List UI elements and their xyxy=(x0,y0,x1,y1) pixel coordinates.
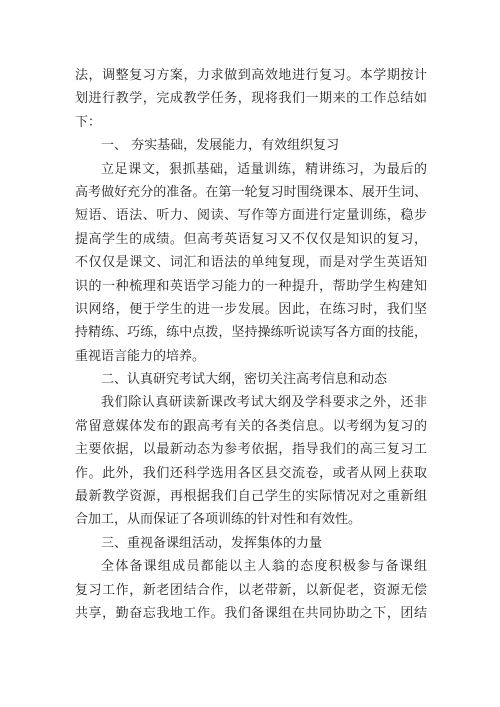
text-line: 法，调整复习方案，力求做到高效地进行复习。本学期按计 xyxy=(75,68,427,83)
document-body xyxy=(75,64,427,625)
intro-paragraph xyxy=(75,64,427,134)
text-line: 全体备课组成员都能以主人翁的态度积极参与备课组 xyxy=(101,559,427,575)
text-line: 不仅仅是课文、词汇和语法的单纯复现，而是对学生英语知 xyxy=(75,255,427,271)
text-line: 主要依据，以最新动态为参考依据，指导我们的高三复习工 xyxy=(75,442,427,458)
section-2-body xyxy=(75,391,427,531)
text-line: 高考做好充分的准备。在第一轮复习时围绕课本、展开生词、 xyxy=(75,184,427,200)
text-line: 一、 夯实基础，发展能力，有效组织复习 xyxy=(101,138,340,154)
text-line: 识网络，便于学生的进一步发展。因此，在练习时，我们坚 xyxy=(75,301,427,317)
text-line: 复习工作，新老团结合作，以老带新，以新促老，资源无偿 xyxy=(75,582,427,598)
text-line: 二、认真研究考试大纲，密切关注高考信息和动态 xyxy=(101,372,388,388)
text-line: 重视语言能力的培养。 xyxy=(75,348,206,364)
text-line: 我们除认真研读新课改考试大纲及学科要求之外，还非 xyxy=(101,395,427,411)
section-3-body xyxy=(75,555,427,625)
text-line: 常留意媒体发布的跟高考有关的各类信息。以考纲为复习的 xyxy=(75,418,427,434)
text-line: 立足课文，狠抓基础，适量训练，精讲练习，为最后的 xyxy=(101,161,427,177)
section-1-body xyxy=(75,158,427,369)
text-line: 持精练、巧练，练中点拨，坚持操练听说读写各方面的技能， xyxy=(75,325,427,341)
text-line: 提高学生的成绩。但高考英语复习又不仅仅是知识的复习， xyxy=(75,231,427,247)
text-line: 短语、语法、听力、阅读、写作等方面进行定量训练，稳步 xyxy=(75,208,427,224)
text-line: 划进行教学，完成教学任务，现将我们一期来的工作总结如 xyxy=(75,91,427,107)
heading-1 xyxy=(75,134,427,157)
text-line: 下： xyxy=(75,114,102,130)
text-line: 三、重视备课组活动，发挥集体的力量 xyxy=(101,535,323,551)
text-line: 作。此外，我们还科学选用各区县交流卷，或者从网上获取 xyxy=(75,465,427,481)
text-line: 最新教学资源，再根据我们自己学生的实际情况对之重新组 xyxy=(75,489,427,505)
text-line: 合加工，从而保证了各项训练的针对性和有效性。 xyxy=(75,512,362,528)
heading-3 xyxy=(75,532,427,555)
text-line: 识的一种梳理和英语学习能力的一种提升，帮助学生构建知 xyxy=(75,278,427,294)
text-line: 共享，勤奋忘我地工作。我们备课组在共同协助之下，团结 xyxy=(75,605,427,621)
heading-2 xyxy=(75,368,427,391)
